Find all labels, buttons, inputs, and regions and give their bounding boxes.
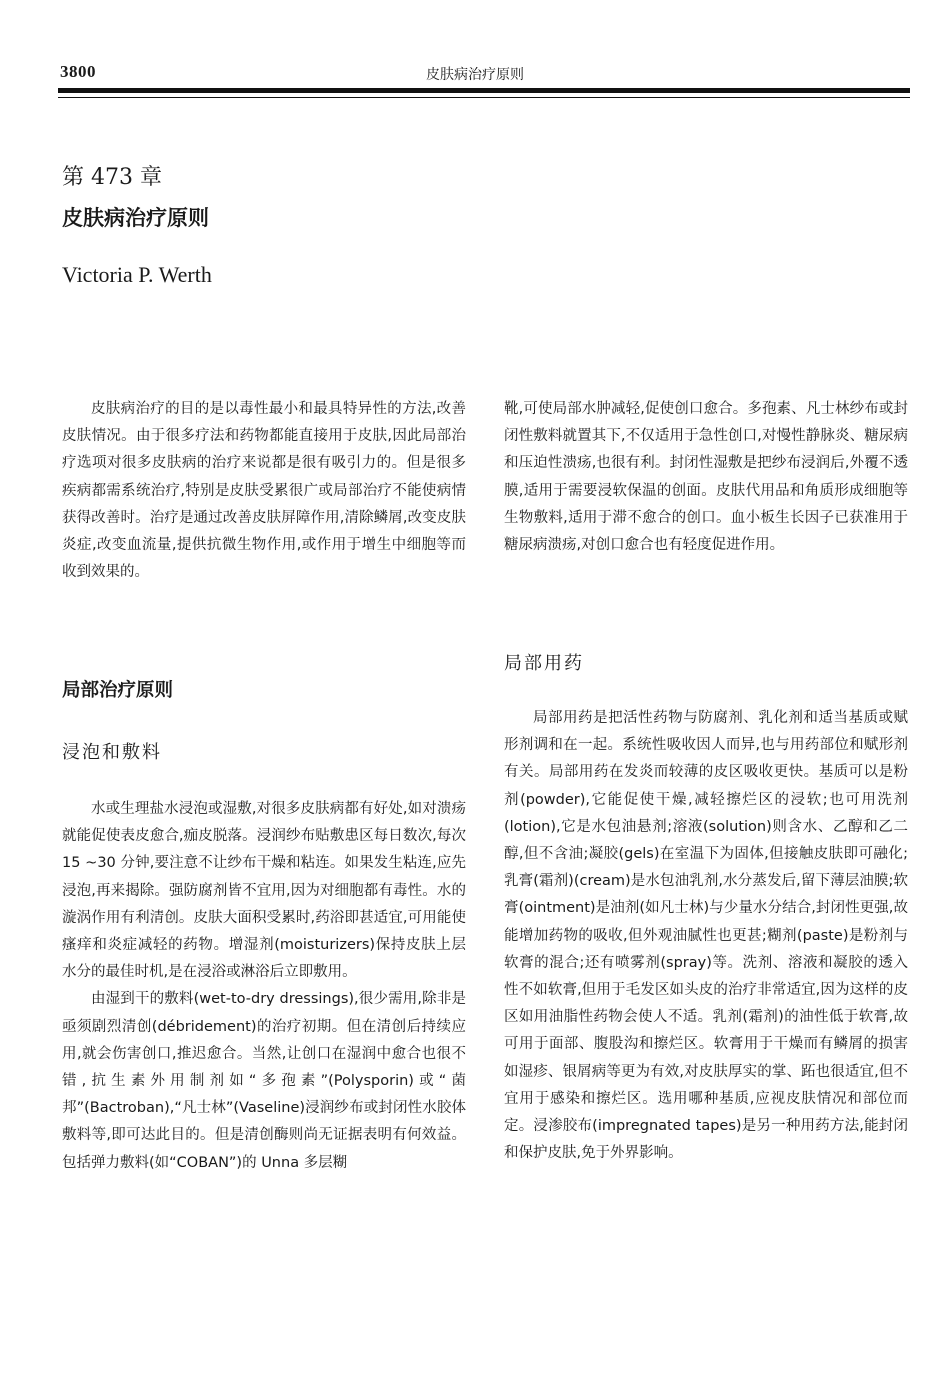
section-heading-topical-principles: 局部治疗原则: [62, 680, 174, 701]
page-number: 3800: [60, 62, 96, 81]
paragraph-topical-agents: 局部用药是把活性药物与防腐剂、乳化剂和适当基质或赋形剂调和在一起。系统性吸收因人而异,也与用药部位和赋形剂有关。局部用药在发炎而较薄的皮区吸收更快。基质可以是粉剂(powder),它能促使干燥,减轻擦烂区的浸软;也可用洗剂(lotion),它是水包油悬剂;溶液(solution)则含水、乙醇和乙二醇,但不含油;凝胶(gels)在室温下为固体,但接触皮肤即可融化;乳膏(霜剂)(cream)是水包油乳剂,水分蒸发后,留下薄层油膜;软膏(ointment)是油剂(如凡士林)与少量水分结合,封闭性更强,故能增加药物的吸收,但外观油腻性也更甚;糊剂(paste)是粉剂与软膏的混合;还有喷雾剂(spray)等。洗剂、溶液和凝胶的透入性不如软膏,但用于毛发区如头皮的治疗非常适宜,因为这样的皮区如用油脂性药物会使人不适。乳剂(霜剂)的油性低于软膏,故可用于面部、腹股沟和擦烂区。软膏用于干燥而有鳞屑的损害如湿疹、银屑病等更为有效,对皮肤厚实的掌、跖也很适宜,但不宜用于感染和擦烂区。选用哪种基质,应视皮肤情况和部位而定。浸渗胶布(impregnated tapes)是另一种用药方法,能封闭和保护皮肤,免于外界影响。: [504, 710, 908, 1162]
right-body: [504, 705, 908, 1167]
paragraph-soaks: 水或生理盐水浸泡或湿敷,对很多皮肤病都有好处,如对溃疡就能促使表皮愈合,痂皮脱落。浸润纱布贴敷患区每日数次,每次 15 ~30 分钟,要注意不让纱布干燥和粘连。如果发生粘连,应先浸泡,再来揭除。强防腐剂皆不宜用,因为对细胞都有毒性。水的漩涡作用有利清创。皮肤大面积受累时,药浴即甚适宜,可用能使瘙痒和炎症减轻的药物。增湿剂(moisturizers)保持皮肤上层水分的最佳时机,是在浸浴或淋浴后立即敷用。: [62, 801, 466, 981]
paragraph-wet-to-dry: 由湿到干的敷料(wet-to-dry dressings),很少需用,除非是亟须剧烈清创(débridement)的治疗初期。但在清创后持续应用,就会伤害创口,推迟愈合。当然,让创口在湿润中愈合也很不错,抗生素外用制剂如“多孢素”(Polysporin)或“菌邦”(Bactroban),“凡士林”(Vaseline)浸润纱布或封闭性水胶体敷料等,即可达此目的。但是清创酶则尚无证据表明有何效益。包括弹力敷料(如“COBAN”)的 Unna 多层糊: [62, 991, 466, 1171]
subsection-heading-soaks-dressings: 浸泡和敷料: [62, 742, 162, 763]
running-head: 皮肤病治疗原则: [426, 67, 524, 83]
left-intro: [62, 396, 466, 586]
subsection-heading-topical-agents: 局部用药: [504, 653, 584, 674]
author-name: Victoria P. Werth: [62, 262, 212, 287]
chapter-title: 皮肤病治疗原则: [62, 206, 209, 230]
intro-paragraph: 皮肤病治疗的目的是以毒性最小和最具特异性的方法,改善皮肤情况。由于很多疗法和药物都能直接用于皮肤,因此局部治疗选项对很多皮肤病的治疗来说都是很有吸引力的。但是很多疾病都需系统治疗,特别是皮肤受累很广或局部治疗不能使病情获得改善时。治疗是通过改善皮肤屏障作用,清除鳞屑,改变皮肤炎症,改变血流量,提供抗微生物作用,或作用于增生中细胞等而收到效果的。: [62, 401, 466, 581]
chapter-label: 第 473 章: [62, 165, 162, 190]
header-rule-thin: [58, 97, 910, 98]
header-rule-thick: [58, 88, 910, 93]
left-body: [62, 796, 466, 1177]
paragraph-continuation: 靴,可使局部水肿减轻,促使创口愈合。多孢素、凡士林纱布或封闭性敷料就置其下,不仅适用于急性创口,对慢性静脉炎、糖尿病和压迫性溃疡,也很有利。封闭性湿敷是把纱布浸润后,外覆不透膜,适用于需要浸软保温的创面。皮肤代用品和角质形成细胞等生物敷料,适用于滞不愈合的创口。血小板生长因子已获准用于糖尿病溃疡,对创口愈合也有轻度促进作用。: [504, 401, 908, 554]
right-continuation: [504, 396, 908, 559]
